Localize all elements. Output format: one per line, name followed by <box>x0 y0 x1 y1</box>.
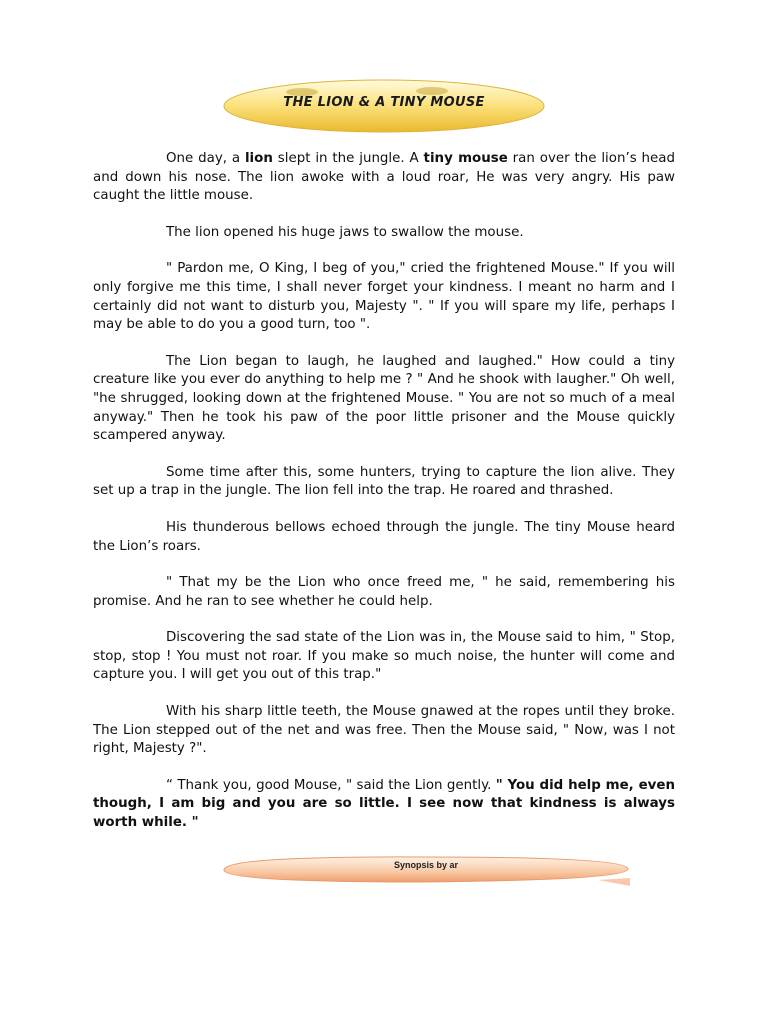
paragraph-text: ran over the lion’s head and down his nose. The lion awoke with a loud roar, He was very angry. His paw caught the little mouse. <box>93 151 675 204</box>
paragraph-text: Some time after this, some hunters, trying to capture the lion alive. They set up a trap in the jungle. The lion fell into the trap. He roared and thrashed. <box>93 464 675 499</box>
paragraph-text: With his sharp little teeth, the Mouse gnawed at the ropes until they broke. The Lion stepped out of the net and was free. Then the Mouse said, " Now, was I not right, Majesty ?". <box>93 704 675 757</box>
paragraph-text: slept in the jungle. A <box>272 151 424 166</box>
story-paragraph <box>93 519 675 556</box>
paragraph-text: " That my be the Lion who once freed me, " he said, remembering his promise. And he ran to see whether he could help. <box>93 575 675 609</box>
bold-text: tiny mouse <box>423 151 508 166</box>
bold-text: " You did help me, even though, I am big and you are so little. I see now that kindness is always worth while. " <box>93 777 675 831</box>
footer-banner-shape <box>218 852 634 888</box>
story-paragraph <box>93 224 675 243</box>
paragraph-text: " Pardon me, O King, I beg of you," cried the frightened Mouse." If you will only forgive me this time, I shall never forget your kindness. I meant no harm and I certainly did not want to disturb you, Majesty ". " If you will spare my life, perhaps I may be able to do you a good turn, too ". <box>93 261 675 333</box>
paragraph-text: The lion opened his huge jaws to swallow the mouse. <box>166 224 524 240</box>
story-paragraph <box>93 629 675 685</box>
story-title: THE LION & A TINY MOUSE <box>283 95 485 110</box>
story-paragraph <box>93 464 675 501</box>
paragraph-text: Discovering the sad state of the Lion was in, the Mouse said to him, " Stop, stop, stop ! You must not roar. If you make so much noise, the hunter will come and capture you. I will get you out of this trap." <box>93 630 675 683</box>
synopsis-credit: Synopsis by ar <box>393 860 459 870</box>
paragraph-text: One day, a <box>166 151 245 166</box>
paragraph-text: “ Thank you, good Mouse, " said the Lion gently. <box>166 777 496 793</box>
story-paragraph <box>93 703 675 759</box>
story-paragraph <box>93 150 675 206</box>
paragraph-text: His thunderous bellows echoed through the jungle. The tiny Mouse heard the Lion’s roars. <box>93 519 675 554</box>
story-paragraph <box>93 260 675 334</box>
story-paragraph <box>93 777 675 833</box>
bold-text: lion <box>244 151 273 166</box>
title-banner <box>222 78 546 134</box>
story-paragraph <box>93 353 675 446</box>
footer-banner <box>218 852 634 888</box>
story-body <box>93 150 675 851</box>
story-paragraph <box>93 574 675 611</box>
paragraph-text: The Lion began to laugh, he laughed and laughed." How could a tiny creature like you ever do anything to help me ? " And he shook with laugher." Oh well, "he shrugged, looking down at the frightened Mouse. " You are not so much of a meal anyway." Then he took his paw of the poor little prisoner and the Mouse quickly scampered anyway. <box>93 353 675 444</box>
